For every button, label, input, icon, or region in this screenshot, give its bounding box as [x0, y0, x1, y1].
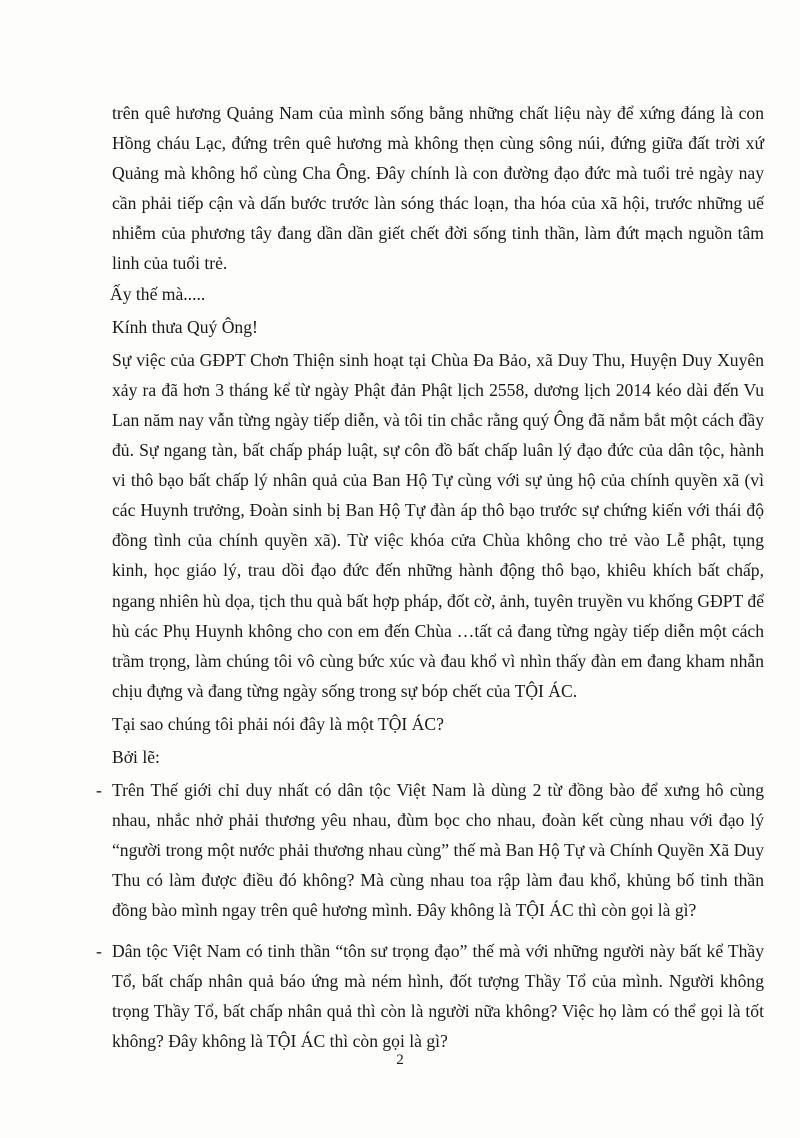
because-line: Bởi lẽ:: [112, 746, 160, 767]
bullet-item-1: [96, 775, 764, 925]
bullet-dash: -: [96, 940, 102, 961]
document-body: [96, 98, 764, 1056]
main-paragraph: Sự việc của GĐPT Chơn Thiện sinh hoạt tại Chùa Đa Bảo, xã Duy Thu, Huyện Duy Xuyên xảy ra đã hơn 3 tháng kể từ ngày Phật đản Phật lịch 2558, dương lịch 2014 kéo dài đến Vu Lan năm nay vẫn từng ngày tiếp diễn, và tôi tin chắc rằng quý Ông đã nắm bắt một cách đầy đủ. Sự ngang tàn, bất chấp pháp luật, sự côn đồ bất chấp luân lý đạo đức của dân tộc, hành vi thô bạo bất chấp lý nhân quả của Ban Hộ Tự cùng với sự ủng hộ của chính quyền xã (vì các Huynh trưởng, Đoàn sinh bị Ban Hộ Tự đàn áp thô bạo trước sự chứng kiến với thái độ đồng tình của chính quyền xã). Từ việc khóa cửa Chùa không cho trẻ vào Lễ phật, tụng kinh, học giáo lý, trau dồi đạo đức đến những hành động thô bạo, khiêu khích bất chấp, ngang nhiên hù dọa, tịch thu quà bất hợp pháp, đốt cờ, ảnh, tuyên truyền vu khống GĐPT để hù các Phụ Huynh không cho con em đến Chùa …tất cả đang từng ngày tiếp diễn một cách trầm trọng, làm chúng tôi vô cùng bức xúc và đau khổ vì nhìn thấy đàn em đang kham nhẫn chịu đựng và đang từng ngày sống trong sự bóp chết của TỘI ÁC.: [112, 349, 764, 701]
greeting-line: [112, 312, 764, 342]
question-line: Tại sao chúng tôi phải nói đây là một TỘI ÁC?: [112, 713, 444, 734]
bullet-dash: -: [96, 780, 102, 801]
greeting-text: Kính thưa Quý Ông!: [112, 316, 258, 337]
bullet-item-2: [96, 936, 764, 1056]
ay-the-line: [112, 279, 764, 309]
intro-paragraph: trên quê hương Quảng Nam của mình sống bằng những chất liệu này để xứng đáng là con Hồng cháu Lạc, đứng trên quê hương mà không thẹn cùng sông núi, đứng giữa đất trời xứ Quảng mà không hổ cùng Cha Ông. Đây chính là con đường đạo đức mà tuổi trẻ ngày nay cần phải tiếp cận và dấn bước trước làn sóng thác loạn, tha hóa của xã hội, trước những uế nhiễm của phương tây đang dần dần giết chết đời sống tinh thần, làm đứt mạch nguồn tâm linh của tuổi trẻ.: [112, 103, 764, 274]
ay-the-text: Ấy thế mà.....: [110, 283, 206, 304]
bullet-text-1: Trên Thế giới chỉ duy nhất có dân tộc Việt Nam là dùng 2 từ đồng bào để xưng hô cùng nhau, nhắc nhở phải thương yêu nhau, đùm bọc cho nhau, đoàn kết cùng nhau với đạo lý “người trong một nước phải thương nhau cùng” thế mà Ban Hộ Tự và Chính Quyền Xã Duy Thu có làm được điều đó không? Mà cùng nhau toa rập làm đau khổ, khủng bố tinh thần đồng bào mình ngay trên quê hương mình. Đây không là TỘI ÁC thì còn gọi là gì?: [112, 780, 764, 921]
bullet-text-2: Dân tộc Việt Nam có tinh thần “tôn sư trọng đạo” thế mà với những người này bất kể Thầy Tổ, bất chấp nhân quả báo ứng mà ném hình, đốt tượng Thầy Tổ của mình. Người không trọng Thầy Tổ, bất chấp nhân quả thì còn là người nữa không? Việc họ làm có thể gọi là tốt không? Đây không là TỘI ÁC thì còn gọi là gì?: [112, 940, 764, 1051]
page-number: 2: [396, 1052, 404, 1068]
